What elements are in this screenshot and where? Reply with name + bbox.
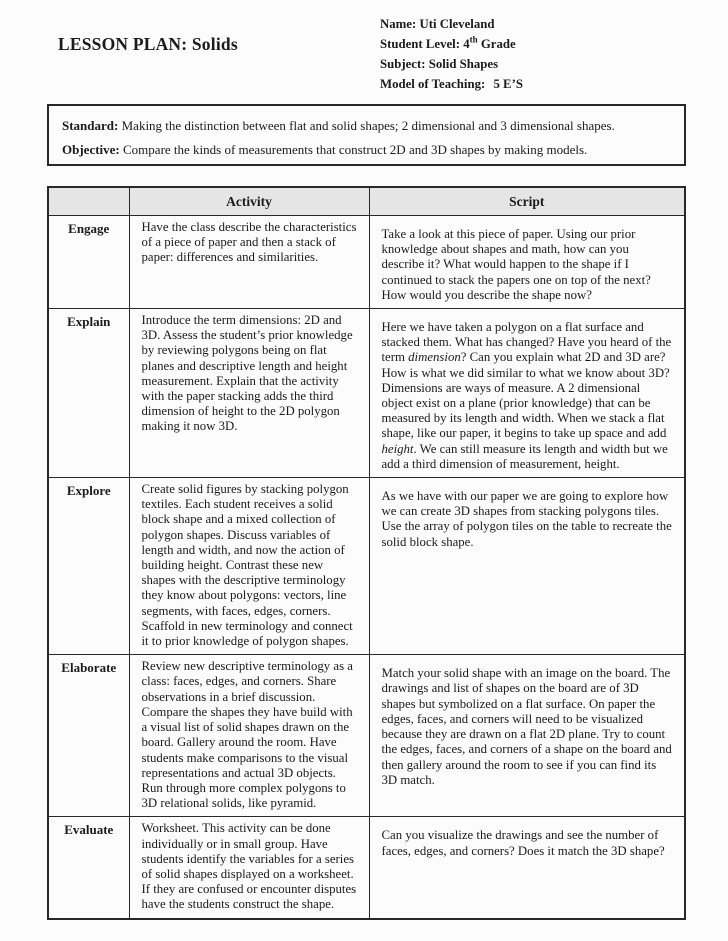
meta-level-value: 4th Grade	[463, 34, 516, 51]
meta-subject-label: Subject:	[380, 57, 426, 71]
phase-label: Engage	[48, 216, 129, 309]
table-header-row	[48, 187, 685, 216]
objective-text: Compare the kinds of measurements that construct 2D and 3D shapes by making models.	[123, 142, 588, 157]
meta-model-value: 5 E’S	[493, 77, 523, 91]
objective-line	[62, 138, 671, 162]
meta-model	[380, 74, 523, 94]
meta-model-label: Model of Teaching:	[380, 77, 486, 91]
script-text: Can you visualize the drawings and see the number of faces, edges, and corners? Does it match the 3D shape?	[369, 817, 685, 919]
standard-text: Making the distinction between flat and solid shapes; 2 dimensional and 3 dimensional shapes.	[121, 118, 615, 133]
table-row-engage	[48, 216, 685, 309]
header-meta	[380, 14, 523, 94]
activity-text: Review new descriptive terminology as a class: faces, edges, and corners. Share observations in a brief discussion. Compare the shapes they have build with a visual list of solid shapes drawn on the board. Gallery around the room. Have students make comparisons to the visual representations and actual 3D objects. Run through more complex polygons to 3D relational solids, like pyramid.	[129, 655, 369, 817]
standard-line	[62, 114, 671, 138]
meta-name-value: Uti Cleveland	[419, 17, 495, 31]
standards-box	[47, 104, 686, 166]
meta-subject-value: Solid Shapes	[428, 57, 499, 71]
ordinal-suffix: th	[469, 34, 478, 45]
activity-text: Have the class describe the characteristics of a piece of paper and then a stack of paper: differences and similarities.	[129, 216, 369, 309]
phase-label: Explain	[48, 309, 129, 478]
table-row-explore	[48, 478, 685, 655]
activity-text: Worksheet. This activity can be done individually or in small group. Have students identify the variables for a series of solid shapes displayed on a worksheet. If they are confused or encounter disputes have the students construct the shape.	[129, 817, 369, 919]
meta-subject	[380, 54, 523, 74]
activity-text: Create solid figures by stacking polygon textiles. Each student receives a solid block shape and a mixed collection of polygon shapes. Discuss variables of length and width, and now the action of building height. Contrast these new shapes with the descriptive terminology they know about polygons: vectors, line segments, with faces, edges, corners. Scaffold in new terminology and connect it to prior knowledge of polygon shapes.	[129, 478, 369, 655]
activity-text: Introduce the term dimensions: 2D and 3D. Assess the student’s prior knowledge by reviewing polygons being on flat planes and descriptive length and height measurement. Explain that the activity with the paper stacking adds the third dimension of height to the 2D polygon making it now 3D.	[129, 309, 369, 478]
page-title: LESSON PLAN: Solids	[58, 34, 238, 54]
meta-student-level	[380, 34, 523, 54]
table-row-evaluate	[48, 817, 685, 919]
meta-name-label: Name:	[380, 17, 417, 31]
script-text: Take a look at this piece of paper. Using our prior knowledge about shapes and math, how can you describe it? What would happen to the shape if I continued to stack the papers one on top of the next? How would you describe the shape now?	[369, 216, 685, 309]
objective-label: Objective:	[62, 142, 120, 157]
script-text: As we have with our paper we are going to explore how we can create 3D shapes from stacking polygons tiles. Use the array of polygon tiles on the table to recreate the solid block shape.	[369, 478, 685, 655]
meta-level-label: Student Level:	[380, 37, 460, 51]
table-row-explain	[48, 309, 685, 478]
meta-name	[380, 14, 523, 34]
phase-header-cell	[48, 187, 129, 216]
lesson-plan-table	[47, 186, 686, 920]
script-text: Match your solid shape with an image on the board. The drawings and list of shapes on the board are of 3D shapes but symbolized on a flat surface. On paper the edges, faces, and corners will need to be visualized because they are drawn on a flat 2D plane. Try to count the edges, faces, and corners of a shape on the board and then gallery around the room to see if you can find its 3D match.	[369, 655, 685, 817]
script-text: Here we have taken a polygon on a flat surface and stacked them. What has changed? Have you heard of the term dimension? Can you explain what 2D and 3D are? How is what we did similar to what we know about 3D? Dimensions are ways of measure. A 2 dimensional object exist on a plane (prior knowledge) that can be measured by its length and width. When we stack a flat shape, like our paper, it begins to take up space and add height. We can still measure its length and width but we add a third dimension of measurement, height.	[369, 309, 685, 478]
activity-header: Activity	[129, 187, 369, 216]
phase-label: Elaborate	[48, 655, 129, 817]
script-header: Script	[369, 187, 685, 216]
phase-label: Explore	[48, 478, 129, 655]
standard-label: Standard:	[62, 118, 119, 133]
phase-label: Evaluate	[48, 817, 129, 919]
table-row-elaborate	[48, 655, 685, 817]
